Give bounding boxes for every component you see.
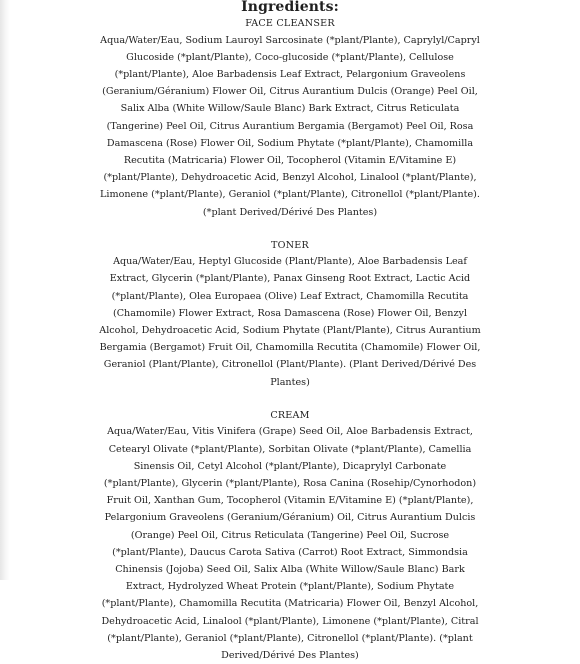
section-spacer — [95, 221, 485, 238]
face-cleanser-section — [95, 16, 485, 221]
face-cleanser-ingredients: Aqua/Water/Eau, Sodium Lauroyl Sarcosinate (*plant/Plante), Caprylyl/Capryl Glucoside (*plant/Plante), Coco-glucoside (*plant/Plante), Cellulose (*plant/Plante), Aloe Barbadensis Leaf Extract, Pelargonium Graveolens (Geranium/Géranium) Flower Oil, Citrus Aurantium Dulcis (Orange) Peel Oil, Salix Alba (White Willow/Saule Blanc) Bark Extract, Citrus Reticulata (Tangerine) Peel Oil, Citrus Aurantium Bergamia (Bergamot) Peel Oil, Rosa Damascena (Rose) Flower Oil, Sodium Phytate (*plant/Plante), Chamomilla Recutita (Matricaria) Flower Oil, Tocopherol (Vitamin E/Vitamine E) (*plant/Plante), Dehydroacetic Acid, Benzyl Alcohol, Linalool (*plant/Plante), Limonene (*plant/Plante), Geraniol (*plant/Plante), Citronellol (*plant/Plante). (*plant Derived/Dérivé Des Plantes) — [100, 34, 480, 218]
ingredients-content — [95, 0, 485, 664]
ingredients-heading: Ingredients: — [241, 0, 339, 15]
section-spacer — [95, 391, 485, 408]
cream-title: CREAM — [270, 409, 310, 421]
cream-ingredients: Aqua/Water/Eau, Vitis Vinifera (Grape) Seed Oil, Aloe Barbadensis Extract, Cetearyl Olivate (*plant/Plante), Sorbitan Olivate (*plant/Plante), Camellia Sinensis Oil, Cetyl Alcohol (*plant/Plante), Dicaprylyl Carbonate (*plant/Plante), Glycerin (*plant/Plante), Rosa Canina (Rosehip/Cynorhodon) Fruit Oil, Xanthan Gum, Tocopherol (Vitamin E/Vitamine E) (*plant/Plante), Pelargonium Graveolens (Geranium/Géranium) Oil, Citrus Aurantium Dulcis (Orange) Peel Oil, Citrus Reticulata (Tangerine) Peel Oil, Sucrose (*plant/Plante), Daucus Carota Sativa (Carrot) Root Extract, Simmondsia Chinensis (Jojoba) Seed Oil, Salix Alba (White Willow/Saule Blanc) Bark Extract, Hydrolyzed Wheat Protein (*plant/Plante), Sodium Phytate (*plant/Plante), Chamomilla Recutita (Matricaria) Flower Oil, Benzyl Alcohol, Dehydroacetic Acid, Linalool (*plant/Plante), Limonene (*plant/Plante), Citral (*plant/Plante), Geraniol (*plant/Plante), Citronellol (*plant/Plante). (*plant Derived/Dérivé Des Plantes) — [101, 426, 479, 661]
left-edge-shadow — [0, 0, 10, 580]
toner-ingredients: Aqua/Water/Eau, Heptyl Glucoside (Plant/Plante), Aloe Barbadensis Leaf Extract, Glycerin (*plant/Plante), Panax Ginseng Root Extract, Lactic Acid (*plant/Plante), Olea Europaea (Olive) Leaf Extract, Chamomilla Recutita (Chamomile) Flower Extract, Rosa Damascena (Rose) Flower Oil, Benzyl Alcohol, Dehydroacetic Acid, Sodium Phytate (Plant/Plante), Citrus Aurantium Bergamia (Bergamot) Fruit Oil, Chamomilla Recutita (Chamomile) Flower Oil, Geraniol (Plant/Plante), Citronellol (Plant/Plante). (Plant Derived/Dérivé Des Plantes) — [99, 256, 481, 388]
toner-title: TONER — [271, 239, 309, 251]
cream-section — [95, 408, 485, 664]
toner-section — [95, 238, 485, 391]
face-cleanser-title: FACE CLEANSER — [245, 18, 335, 29]
